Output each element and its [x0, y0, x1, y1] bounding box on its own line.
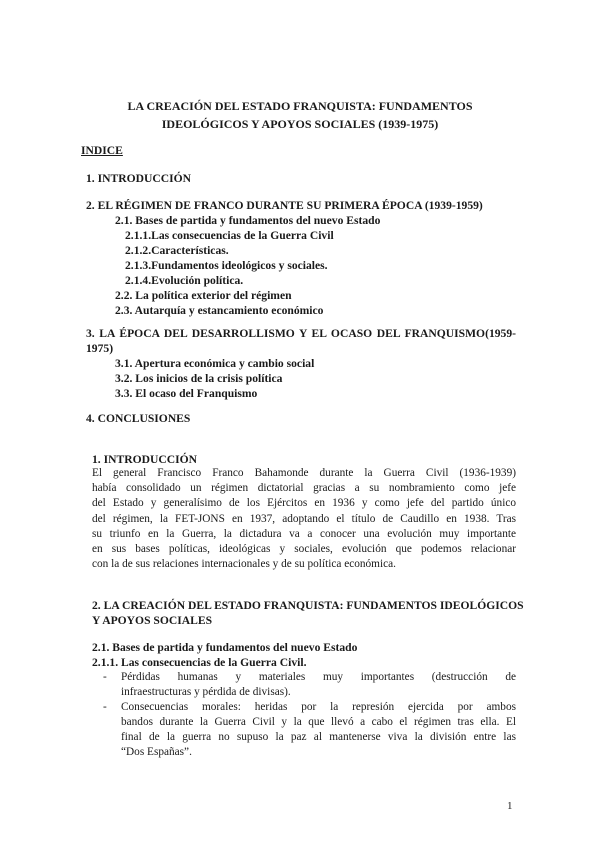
bullet-text [121, 670, 516, 700]
index-item-3-line-2: 1975) [86, 342, 114, 355]
bullet-item-2 [0, 700, 600, 760]
index-item-1: 1. INTRODUCCIÓN [86, 172, 191, 185]
section-2-heading-line-1: 2. LA CREACIÓN DEL ESTADO FRANQUISTA: FUNDAMENTOS IDEOLÓGICOS [92, 599, 524, 612]
index-item-3-2: 3.2. Los inicios de la crisis política [115, 372, 283, 385]
document-title-line-1: LA CREACIÓN DEL ESTADO FRANQUISTA: FUNDAMENTOS [127, 99, 473, 113]
intro-line: había consolidado un régimen dictatorial gracias a su nombramiento como jefe [92, 482, 516, 495]
bullet-line: “Dos Españas”. [121, 746, 192, 758]
intro-heading: 1. INTRODUCCIÓN [92, 453, 197, 466]
index-item-3-1: 3.1. Apertura económica y cambio social [115, 357, 315, 370]
index-heading: INDICE [81, 144, 123, 157]
index-item-2-3: 2.3. Autarquía y estancamiento económico [115, 304, 324, 317]
index-item-2-2: 2.2. La política exterior del régimen [115, 289, 292, 302]
index-item-3-3: 3.3. El ocaso del Franquismo [115, 387, 258, 400]
bullet-item-1 [0, 670, 600, 700]
intro-line: El general Francisco Franco Bahamonde durante la Guerra Civil (1936-1939) [92, 467, 516, 479]
document-title-line-2: IDEOLÓGICOS Y APOYOS SOCIALES (1939-1975) [161, 117, 439, 131]
bullet-line: bandos durante la Guerra Civil y la que llevó a cabo el régimen tras ella. El [121, 716, 516, 728]
index-item-3-line-1: 3. LA ÉPOCA DEL DESARROLLISMO Y EL OCASO DEL FRANQUISMO(1959- [86, 327, 516, 340]
page-number: 1 [507, 800, 513, 812]
section-2-1-heading: 2.1. Bases de partida y fundamentos del nuevo Estado [92, 641, 358, 654]
bullet-marker: - [103, 671, 107, 683]
index-item-2-1: 2.1. Bases de partida y fundamentos del nuevo Estado [115, 214, 381, 227]
intro-line: su triunfo en la Guerra, la dictadura va a conocer una evolución muy importante [92, 527, 516, 540]
intro-line: del Estado y generalísimo de los Ejércitos en 1936 y como jefe del partido único [92, 497, 516, 510]
bullet-line: Pérdidas humanas y materiales muy importantes (destrucción de [121, 671, 516, 683]
index-item-2-1-4: 2.1.4.Evolución política. [125, 274, 244, 287]
bullet-line: final de la guerra no supuso la paz al mantenerse viva la división entre las [121, 731, 516, 743]
bullet-line: infraestructuras y pérdida de divisas). [121, 686, 291, 698]
section-2-heading-line-2: Y APOYOS SOCIALES [92, 614, 213, 627]
index-item-2-1-1: 2.1.1.Las consecuencias de la Guerra Civil [125, 229, 334, 242]
intro-line: con la de sus relaciones internacionales y de su política económica. [92, 558, 396, 571]
intro-line: del régimen, la FET-JONS en 1937, adoptando el título de Caudillo en 1938. Tras [92, 512, 516, 525]
index-item-2-1-2: 2.1.2.Características. [125, 244, 229, 257]
section-2-1-1-heading: 2.1.1. Las consecuencias de la Guerra Civil. [92, 656, 307, 669]
bullet-marker: - [103, 701, 107, 713]
intro-line: en sus bases políticas, ideológicas y sociales, evolución que podemos relacionar [92, 543, 516, 556]
index-item-2: 2. EL RÉGIMEN DE FRANCO DURANTE SU PRIMERA ÉPOCA (1939-1959) [86, 199, 483, 212]
bullet-text [121, 700, 516, 760]
index-item-4: 4. CONCLUSIONES [86, 412, 191, 425]
intro-paragraph [92, 466, 516, 572]
bullet-line: Consecuencias morales: heridas por la represión ejercida por ambos [121, 701, 516, 713]
index-item-2-1-3: 2.1.3.Fundamentos ideológicos y sociales. [125, 259, 328, 272]
